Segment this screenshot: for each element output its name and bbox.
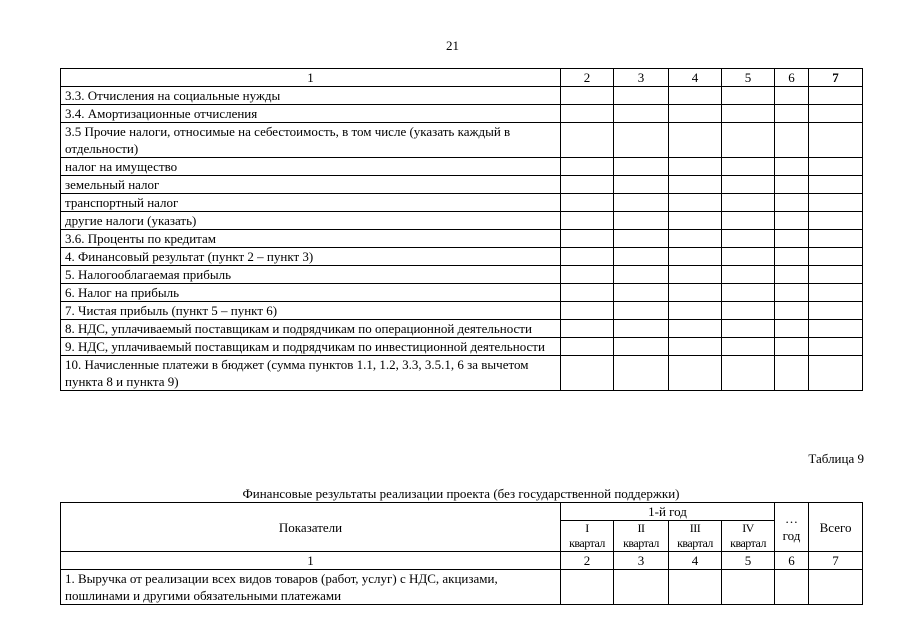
- value-cell: [809, 266, 863, 284]
- row-label: 3.6. Проценты по кредитам: [61, 230, 561, 248]
- table-row: [61, 302, 863, 320]
- row-label: 8. НДС, уплачиваемый поставщикам и подрядчикам по операционной деятельности: [61, 320, 561, 338]
- value-cell: [669, 230, 722, 248]
- table-row: [61, 284, 863, 302]
- value-cell: [561, 176, 614, 194]
- value-cell: [561, 320, 614, 338]
- value-cell: [561, 338, 614, 356]
- value-cell: [775, 248, 809, 266]
- value-cell: [722, 105, 775, 123]
- value-cell: [809, 284, 863, 302]
- table-row: [61, 230, 863, 248]
- value-cell: [669, 123, 722, 158]
- value-cell: [722, 194, 775, 212]
- value-cell: [722, 356, 775, 391]
- row-label: 6. Налог на прибыль: [61, 284, 561, 302]
- header-cell: 3: [614, 69, 669, 87]
- value-cell: [614, 302, 669, 320]
- value-cell: [809, 123, 863, 158]
- value-cell: [614, 356, 669, 391]
- value-cell: [614, 176, 669, 194]
- value-cell: [669, 356, 722, 391]
- value-cell: [561, 87, 614, 105]
- value-cell: [614, 194, 669, 212]
- value-cell: [614, 87, 669, 105]
- quarter-number: IV: [742, 521, 754, 535]
- value-cell: [669, 194, 722, 212]
- value-cell: [809, 230, 863, 248]
- value-cell: [561, 123, 614, 158]
- table-row: [61, 123, 863, 158]
- column-number-row: [61, 552, 863, 570]
- quarter-word: квартал: [623, 536, 659, 550]
- table-row: [61, 570, 863, 605]
- row-label: 5. Налогооблагаемая прибыль: [61, 266, 561, 284]
- value-cell: [669, 570, 722, 605]
- value-cell: [809, 356, 863, 391]
- value-cell: [561, 284, 614, 302]
- column-number: 5: [722, 552, 775, 570]
- value-cell: [669, 105, 722, 123]
- page-number: 21: [446, 38, 459, 53]
- table-row: [61, 266, 863, 284]
- value-cell: [722, 212, 775, 230]
- table-row: [61, 158, 863, 176]
- row-label: налог на имущество: [61, 158, 561, 176]
- value-cell: [561, 105, 614, 123]
- table-title: Финансовые результаты реализации проекта (без государственной поддержки): [242, 486, 680, 501]
- value-cell: [809, 158, 863, 176]
- value-cell: [722, 284, 775, 302]
- quarter-number: I: [585, 521, 589, 535]
- value-cell: [809, 570, 863, 605]
- table-row: [61, 87, 863, 105]
- value-cell: [614, 338, 669, 356]
- value-cell: [669, 212, 722, 230]
- value-cell: [614, 266, 669, 284]
- total-header: Всего: [809, 503, 863, 552]
- value-cell: [561, 266, 614, 284]
- value-cell: [809, 87, 863, 105]
- header-cell: 6: [775, 69, 809, 87]
- value-cell: [669, 302, 722, 320]
- table-row: [61, 105, 863, 123]
- header-cell: 4: [669, 69, 722, 87]
- value-cell: [775, 123, 809, 158]
- row-label: транспортный налог: [61, 194, 561, 212]
- table-row: [61, 248, 863, 266]
- header-cell: 1: [61, 69, 561, 87]
- value-cell: [722, 158, 775, 176]
- value-cell: [722, 266, 775, 284]
- quarter-word: квартал: [569, 536, 605, 550]
- value-cell: [722, 248, 775, 266]
- value-cell: [775, 87, 809, 105]
- row-label: 3.4. Амортизационные отчисления: [61, 105, 561, 123]
- row-label: 3.3. Отчисления на социальные нужды: [61, 87, 561, 105]
- row-label: 3.5 Прочие налоги, относимые на себестоимость, в том числе (указать каждый в отдельности): [61, 123, 561, 158]
- row-label: другие налоги (указать): [61, 212, 561, 230]
- value-cell: [561, 158, 614, 176]
- value-cell: [775, 158, 809, 176]
- value-cell: [669, 284, 722, 302]
- value-cell: [561, 248, 614, 266]
- value-cell: [722, 176, 775, 194]
- value-cell: [775, 338, 809, 356]
- table-row: [61, 176, 863, 194]
- table-row: [61, 320, 863, 338]
- value-cell: [614, 105, 669, 123]
- quarter-header: [669, 521, 722, 552]
- value-cell: [775, 212, 809, 230]
- table-row: [61, 356, 863, 391]
- header-cell: 2: [561, 69, 614, 87]
- table-label: Таблица 9: [808, 451, 864, 466]
- header-cell: 7: [809, 69, 863, 87]
- value-cell: [775, 302, 809, 320]
- column-number: 4: [669, 552, 722, 570]
- value-cell: [809, 194, 863, 212]
- value-cell: [722, 87, 775, 105]
- year-label: год: [782, 528, 801, 543]
- indicators-header: Показатели: [61, 503, 561, 552]
- quarter-header: [561, 521, 614, 552]
- header-cell: 5: [722, 69, 775, 87]
- value-cell: [614, 284, 669, 302]
- year-n-header: [775, 503, 809, 552]
- ellipsis-label: …: [785, 511, 799, 526]
- value-cell: [809, 176, 863, 194]
- value-cell: [775, 356, 809, 391]
- table-header-row: [61, 503, 863, 521]
- value-cell: [809, 320, 863, 338]
- value-cell: [809, 302, 863, 320]
- value-cell: [722, 570, 775, 605]
- value-cell: [669, 87, 722, 105]
- quarter-number: II: [637, 521, 645, 535]
- value-cell: [809, 212, 863, 230]
- value-cell: [614, 212, 669, 230]
- column-number: 6: [775, 552, 809, 570]
- year1-header: 1-й год: [561, 503, 775, 521]
- cost-items-table: [60, 68, 863, 391]
- value-cell: [561, 356, 614, 391]
- value-cell: [614, 158, 669, 176]
- row-label: 10. Начисленные платежи в бюджет (сумма пунктов 1.1, 1.2, 3.3, 3.5.1, 6 за вычетом пункта 8 и пункта 9): [61, 356, 561, 391]
- row-label: 4. Финансовый результат (пункт 2 – пункт 3): [61, 248, 561, 266]
- value-cell: [561, 194, 614, 212]
- value-cell: [614, 248, 669, 266]
- column-number: 3: [614, 552, 669, 570]
- value-cell: [775, 230, 809, 248]
- table-header-row: [61, 69, 863, 87]
- value-cell: [722, 230, 775, 248]
- quarter-word: квартал: [730, 536, 766, 550]
- value-cell: [775, 105, 809, 123]
- quarter-header: [614, 521, 669, 552]
- row-label: земельный налог: [61, 176, 561, 194]
- row-label: 1. Выручка от реализации всех видов товаров (работ, услуг) с НДС, акцизами, пошлинами и другими обязательными платежами: [61, 570, 561, 605]
- value-cell: [561, 230, 614, 248]
- value-cell: [775, 284, 809, 302]
- value-cell: [669, 176, 722, 194]
- value-cell: [614, 320, 669, 338]
- table-row: [61, 338, 863, 356]
- financial-results-table: [60, 502, 863, 605]
- value-cell: [669, 158, 722, 176]
- value-cell: [561, 302, 614, 320]
- column-number: 2: [561, 552, 614, 570]
- value-cell: [722, 123, 775, 158]
- table-row: [61, 212, 863, 230]
- column-number: 7: [809, 552, 863, 570]
- value-cell: [809, 338, 863, 356]
- column-number: 1: [61, 552, 561, 570]
- value-cell: [614, 123, 669, 158]
- value-cell: [561, 570, 614, 605]
- value-cell: [669, 320, 722, 338]
- value-cell: [669, 338, 722, 356]
- value-cell: [775, 266, 809, 284]
- quarter-number: III: [689, 521, 701, 535]
- value-cell: [722, 338, 775, 356]
- row-label: 7. Чистая прибыль (пункт 5 – пункт 6): [61, 302, 561, 320]
- value-cell: [722, 320, 775, 338]
- value-cell: [669, 266, 722, 284]
- value-cell: [809, 105, 863, 123]
- value-cell: [775, 194, 809, 212]
- value-cell: [809, 248, 863, 266]
- value-cell: [614, 230, 669, 248]
- value-cell: [561, 212, 614, 230]
- value-cell: [775, 176, 809, 194]
- value-cell: [722, 302, 775, 320]
- value-cell: [614, 570, 669, 605]
- quarter-header: [722, 521, 775, 552]
- value-cell: [775, 570, 809, 605]
- value-cell: [669, 248, 722, 266]
- quarter-word: квартал: [677, 536, 713, 550]
- value-cell: [775, 320, 809, 338]
- row-label: 9. НДС, уплачиваемый поставщикам и подрядчикам по инвестиционной деятельности: [61, 338, 561, 356]
- table-row: [61, 194, 863, 212]
